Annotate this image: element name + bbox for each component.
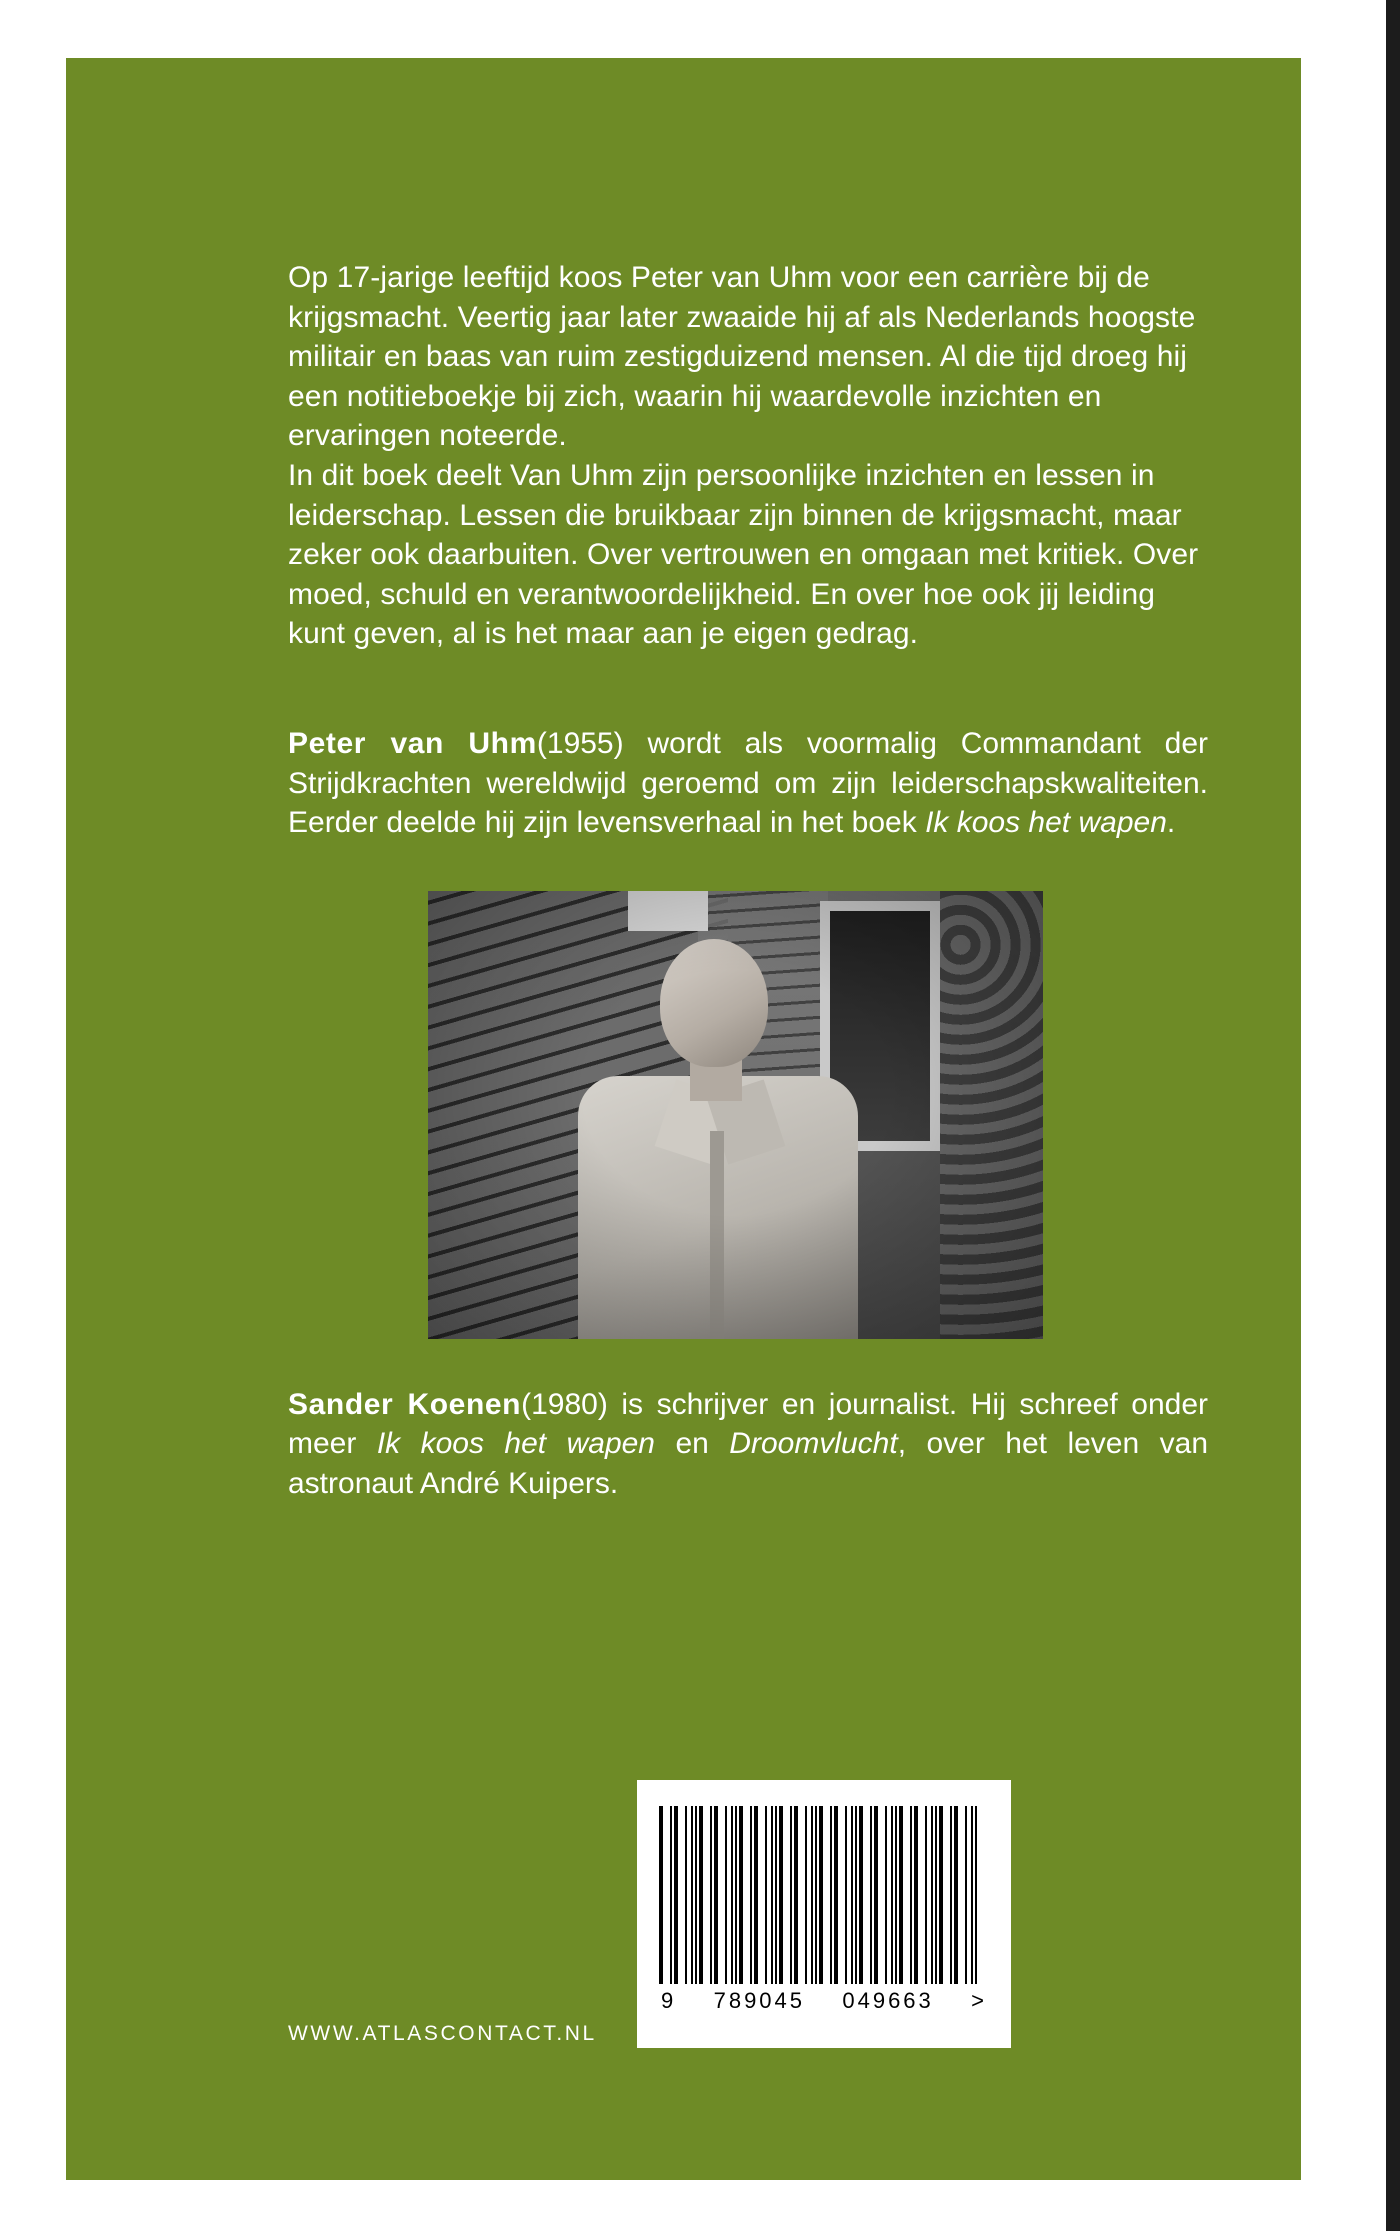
book-title-ik-koos-het-wapen-2: Ik koos het wapen bbox=[376, 1427, 655, 1461]
author-portrait-photo bbox=[428, 891, 1043, 1339]
cover-panel bbox=[66, 58, 1301, 2180]
author-bio-koenen-text-1: is schrijver en journalist. Hij schreef onder meer bbox=[288, 1387, 1208, 1461]
author-bio-koenen-text-2: en bbox=[655, 1427, 730, 1461]
barcode-digit-right: > bbox=[971, 1988, 987, 2013]
blurb-paragraph-1: Op 17-jarige leeftijd koos Peter van Uhm voor een carrière bij de krijgsmacht. Veertig jaar later zwaaide hij af als Nederlands hoogste militair en baas van ruim zestigduizend mensen. Al die tijd droeg hij een notitieboekje bij zich, waarin hij waardevolle inzichten en ervaringen noteerde. bbox=[288, 261, 1196, 453]
author-bio-uhm bbox=[288, 724, 1208, 843]
barcode-digit-left: 9 bbox=[661, 1988, 677, 2013]
barcode-digits-group-1: 789045 bbox=[713, 1988, 806, 2013]
publisher-website[interactable]: WWW.ATLASCONTACT.NL bbox=[288, 2022, 597, 2045]
barcode-digits-group-2: 049663 bbox=[842, 1988, 934, 2013]
author-bio-uhm-text-1: wordt als voormalig Commandant der Strijdkrachten wereldwijd geroemd om zijn leiderschapskwaliteiten. Eerder deelde hij zijn levensverhaal in het boek bbox=[288, 726, 1209, 840]
barcode bbox=[637, 1780, 1011, 2048]
author-name-uhm: Peter van Uhm bbox=[288, 726, 537, 760]
book-title-ik-koos-het-wapen: Ik koos het wapen bbox=[925, 806, 1167, 840]
book-title-droomvlucht: Droomvlucht bbox=[729, 1427, 898, 1461]
portrait-vignette bbox=[428, 891, 1043, 1339]
author-bio-koenen bbox=[288, 1385, 1208, 1504]
blurb-text bbox=[288, 258, 1208, 654]
blurb-paragraph-2: In dit boek deelt Van Uhm zijn persoonlijke inzichten en lessen in leiderschap. Lessen die bruikbaar zijn binnen de krijgsmacht, maar zeker ook daarbuiten. Over vertrouwen en omgaan met kritiek. Over moed, schuld en verantwoordelijkheid. En over hoe ook jij leiding kunt geven, al is het maar aan je eigen gedrag. bbox=[288, 458, 1199, 651]
barcode-digits bbox=[659, 1988, 989, 2014]
cover-footer bbox=[288, 1768, 1151, 2048]
cover-content bbox=[288, 258, 1208, 1504]
author-bio-uhm-text-2: . bbox=[1166, 806, 1176, 840]
author-bio-koenen-text-3: , over het leven van astronaut André Kuipers. bbox=[288, 1427, 1209, 1500]
page-edge-strip bbox=[1386, 0, 1400, 2231]
author-year-koenen: (1980) bbox=[521, 1387, 608, 1421]
author-name-koenen: Sander Koenen bbox=[288, 1387, 522, 1421]
barcode-bars bbox=[659, 1806, 989, 1984]
author-year-uhm: (1955) bbox=[536, 726, 624, 760]
